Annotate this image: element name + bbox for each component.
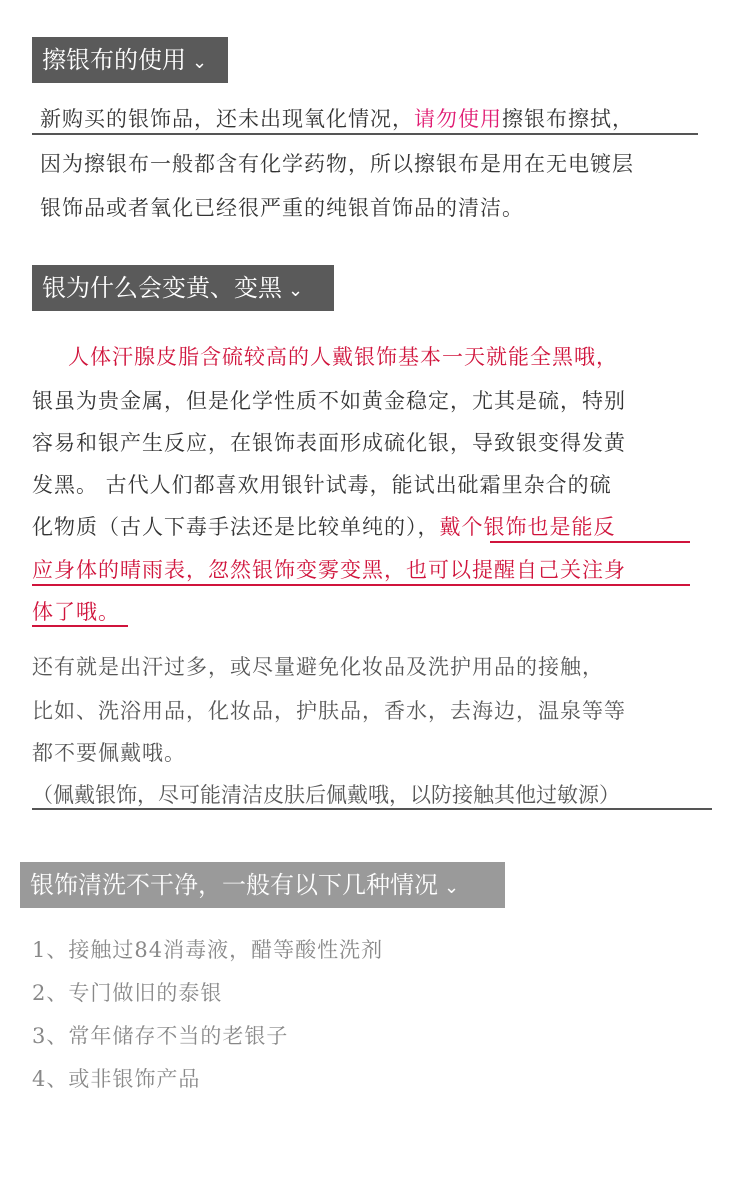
section-title: 银饰清洗不干净，一般有以下几种情况 bbox=[30, 871, 438, 899]
paragraph-line: 都不要佩戴哦。 bbox=[32, 741, 186, 765]
chevron-down-icon: ⌄ bbox=[288, 280, 304, 301]
section-header-cloth-usage[interactable] bbox=[32, 37, 228, 83]
paragraph-line: 银虽为贵金属，但是化学性质不如黄金稳定，尤其是硫，特别 bbox=[32, 389, 626, 413]
underline bbox=[32, 584, 690, 586]
list-item: 4、或非银饰产品 bbox=[32, 1067, 201, 1091]
note-line: （佩戴银饰，尽可能清洁皮肤后佩戴哦，以防接触其他过敏源） bbox=[32, 783, 620, 807]
list-item: 1、接触过84消毒液，醋等酸性洗剂 bbox=[32, 938, 384, 962]
paragraph-line: 因为擦银布一般都含有化学药物，所以擦银布是用在无电镀层 bbox=[40, 152, 634, 176]
chevron-down-icon: ⌄ bbox=[192, 52, 208, 73]
highlight-line: 人体汗腺皮脂含硫较高的人戴银饰基本一天就能全黑哦， bbox=[68, 345, 618, 369]
underline bbox=[32, 625, 128, 627]
highlight-line: 体了哦。 bbox=[32, 600, 120, 624]
highlight-line: 应身体的晴雨表，忽然银饰变雾变黑，也可以提醒自己关注身 bbox=[32, 558, 626, 582]
underline bbox=[32, 808, 712, 810]
paragraph-line: 新购买的银饰品，还未出现氧化情况，请勿使用擦银布擦拭， bbox=[40, 107, 634, 131]
paragraph-line: 容易和银产生反应，在银饰表面形成硫化银，导致银变得发黄 bbox=[32, 431, 626, 455]
section-header-why-tarnish[interactable] bbox=[32, 265, 334, 311]
underline bbox=[32, 133, 698, 135]
section-title: 擦银布的使用 bbox=[42, 46, 186, 74]
highlight-text: 戴个银饰也是能反 bbox=[439, 515, 616, 539]
section-title: 银为什么会变黄、变黑 bbox=[42, 274, 282, 302]
paragraph-line: 发黑。 古代人们都喜欢用银针试毒，能试出砒霜里杂合的硫 bbox=[32, 473, 612, 497]
paragraph-line: 比如、洗浴用品，化妆品，护肤品，香水，去海边，温泉等等 bbox=[32, 699, 626, 723]
paragraph-line: 化物质（古人下毒手法还是比较单纯的），戴个银饰也是能反 bbox=[32, 515, 616, 539]
list-item: 2、专门做旧的泰银 bbox=[32, 981, 223, 1005]
paragraph-line: 还有就是出汗过多，或尽量避免化妆品及洗护用品的接触， bbox=[32, 655, 604, 679]
warning-text: 请勿使用 bbox=[414, 107, 502, 131]
paragraph-line: 银饰品或者氧化已经很严重的纯银首饰品的清洁。 bbox=[40, 196, 524, 220]
chevron-down-icon: ⌄ bbox=[444, 877, 460, 898]
section-header-cleaning-issues[interactable] bbox=[20, 862, 505, 908]
list-item: 3、常年储存不当的老银子 bbox=[32, 1024, 289, 1048]
underline bbox=[490, 541, 690, 543]
